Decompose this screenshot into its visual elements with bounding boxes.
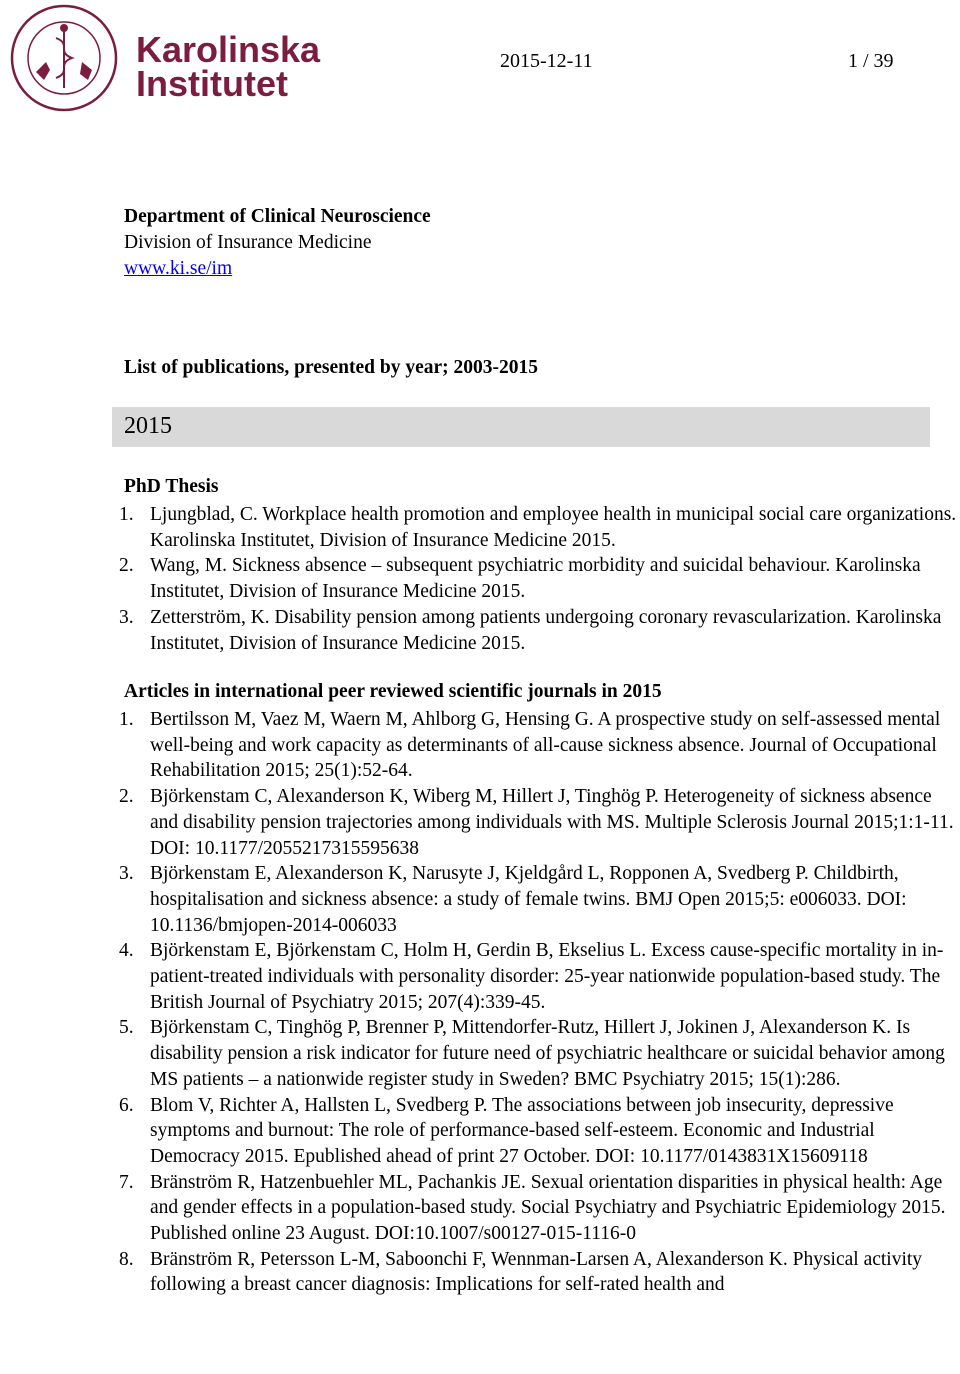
list-item: 1. Bertilsson M, Vaez M, Waern M, Ahlborg G, Hensing G. A prospective study on self-assessed mental well-being and work capacity as determinants of all-cause sickness absence. Journal of Occupational Rehabilitation 2015; 25(1):52-64. [119,709,941,782]
karolinska-logo [6,0,321,122]
list-item: 6. Blom V, Richter A, Hallsten L, Svedberg P. The associations between job insecurity, depressive symptoms and burnout: The role of performance-based self-esteem. Economic and Industrial Democracy 2015. Epublished ahead of print 27 October. DOI: 10.1177/0143831X15609118 [119,1094,894,1167]
articles-list [0,707,960,1298]
division-name: Division of Insurance Medicine [124,232,372,253]
logo-name-line1: Karolinska [136,29,321,70]
list-item: 2. Wang, M. Sickness absence – subsequent psychiatric morbidity and suicidal behaviour. Karolinska Institutet, Division of Insurance Medicine 2015. [119,555,921,603]
list-item: 1. Ljungblad, C. Workplace health promotion and employee health in municipal social care organizations. Karolinska Institutet, Division of Insurance Medicine 2015. [119,504,957,551]
list-item: 3. Björkenstam E, Alexanderson K, Narusyte J, Kjeldgård L, Ropponen A, Svedberg P. Childbirth, hospitalisation and sickness absence: a study of female twins. BMJ Open 2015;5: e006033. DOI: 10.1136/bmjopen-2014-006033 [119,863,907,936]
list-item: 2. Björkenstam C, Alexanderson K, Wiberg M, Hillert J, Tinghög P. Heterogeneity of sickness absence and disability pension trajectories among individuals with MS. Multiple Sclerosis Journal 2015;1:1-11. DOI: 10.1177/2055217315595638 [119,786,954,859]
page-number: 1 / 39 [848,50,894,72]
year-heading: 2015 [124,413,172,439]
header-date: 2015-12-11 [500,50,593,72]
list-title: List of publications, presented by year; 2003-2015 [124,357,539,378]
articles-heading: Articles in international peer reviewed scientific journals in 2015 [124,681,662,702]
department-name: Department of Clinical Neuroscience [124,206,431,227]
year-heading-bar [112,407,930,447]
department-link[interactable]: www.ki.se/im [124,258,233,279]
list-item: 3. Zetterström, K. Disability pension among patients undergoing coronary revascularization. Karolinska Institutet, Division of Insurance Medicine 2015. [119,606,942,654]
logo-name-line2: Institutet [136,63,288,104]
phd-list [0,502,960,656]
phd-heading: PhD Thesis [124,476,219,497]
list-item: 4. Björkenstam E, Björkenstam C, Holm H, Gerdin B, Ekselius L. Excess cause-specific mortality in in-patient-treated individuals with personality disorder: 25-year nationwide population-based study. The British Journal of Psychiatry 2015; 207(4):339-45. [119,940,944,1013]
list-item: 7. Bränström R, Hatzenbuehler ML, Pachankis JE. Sexual orientation disparities in physical health: Age and gender effects in a population-based study. Social Psychiatry and Psychiatric Epidemiology 2015. Published online 23 August. DOI:10.1007/s00127-015-1116-0 [119,1171,946,1245]
list-item: 8. Bränström R, Petersson L-M, Saboonchi F, Wennman-Larsen A, Alexanderson K. Physical activity following a breast cancer diagnosis: Implications for self-rated health and [119,1248,923,1296]
aesculapius-staff-icon [56,25,72,88]
list-item: 5. Björkenstam C, Tinghög P, Brenner P, Mittendorfer-Rutz, Hillert J, Jokinen J, Alexanderson K. Is disability pension a risk indicator for future need of psychiatric healthcare or suicidal behavior among MS patients – a nationwide register study in Sweden? BMC Psychiatry 2015; 15(1):286. [119,1017,945,1090]
department-block [124,204,431,282]
